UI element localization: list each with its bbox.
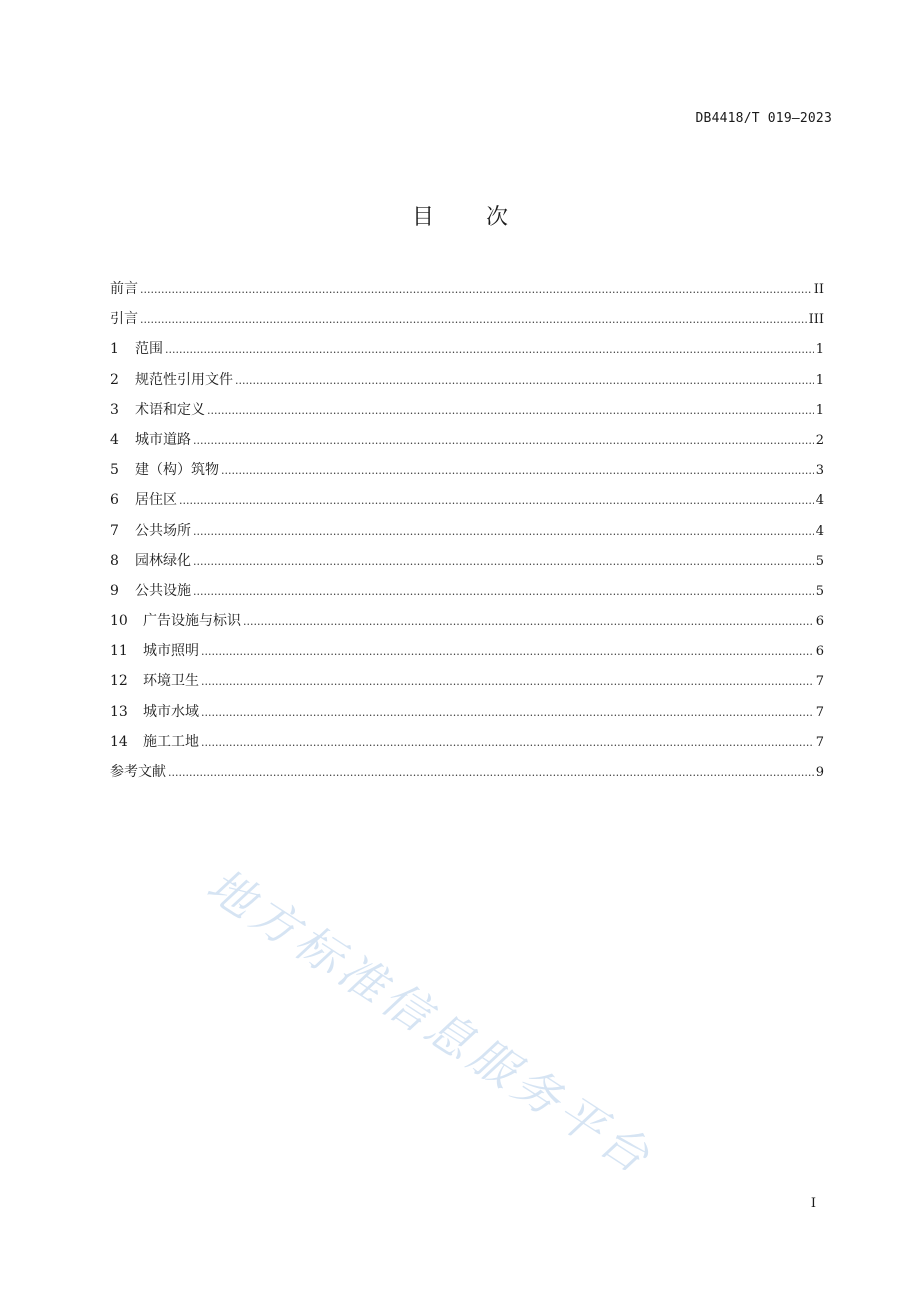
toc-leader-dots	[165, 338, 814, 362]
toc-entry-label: 城市道路	[135, 431, 191, 448]
toc-entry-page: II	[813, 282, 824, 297]
toc-entry-label: 城市照明	[143, 643, 199, 660]
toc-entry[interactable]	[110, 639, 824, 669]
title-char-2: 次	[486, 205, 509, 230]
toc-entry-label: 城市水域	[143, 703, 199, 720]
toc-entry[interactable]	[110, 458, 824, 488]
toc-entry-label: 公共设施	[135, 582, 191, 599]
toc-entry-number: 7	[110, 522, 119, 539]
toc-entry[interactable]	[110, 579, 824, 609]
toc-entry-page: 1	[815, 372, 824, 388]
toc-entry[interactable]	[110, 669, 824, 699]
toc-leader-dots	[179, 489, 814, 513]
toc-entry-number: 12	[110, 673, 128, 690]
page-title	[0, 200, 920, 231]
toc-entry-number: 1	[110, 341, 119, 358]
toc-entry-label: 广告设施与标识	[143, 613, 241, 630]
toc-entry-page: 2	[815, 432, 824, 448]
toc-entry-page: 6	[815, 614, 824, 630]
toc-entry-number: 5	[110, 462, 119, 479]
toc-leader-dots	[221, 459, 814, 483]
toc-entry-page: III	[808, 312, 824, 328]
toc-entry-page: 5	[815, 553, 824, 569]
toc-entry-page: 5	[815, 583, 824, 599]
toc-entry[interactable]	[110, 398, 824, 428]
toc-entry-page: 7	[815, 704, 824, 720]
toc-leader-dots	[140, 308, 807, 332]
toc-entry[interactable]	[110, 368, 824, 398]
toc-leader-dots	[207, 399, 814, 423]
toc-entry-page: 1	[815, 342, 824, 358]
toc-leader-dots	[201, 640, 814, 664]
toc-entry-number: 4	[110, 431, 119, 448]
toc-entry[interactable]	[110, 519, 824, 549]
page-number: I	[810, 1196, 816, 1211]
toc-entry-page: 4	[815, 523, 824, 539]
table-of-contents	[110, 277, 824, 790]
toc-leader-dots	[168, 761, 814, 785]
toc-entry-number: 10	[110, 613, 128, 630]
toc-entry[interactable]	[110, 609, 824, 639]
toc-leader-dots	[193, 550, 814, 574]
toc-entry-page: 1	[815, 402, 824, 418]
toc-entry-number: 9	[110, 582, 119, 599]
toc-entry[interactable]	[110, 307, 824, 337]
toc-entry-page: 7	[815, 674, 824, 690]
document-code: DB4418/T 019—2023	[695, 111, 832, 126]
toc-entry-label: 术语和定义	[135, 401, 205, 418]
toc-entry-page: 6	[815, 644, 824, 660]
toc-entry-label: 园林绿化	[135, 552, 191, 569]
toc-leader-dots	[243, 610, 814, 634]
toc-entry[interactable]	[110, 549, 824, 579]
toc-entry-label: 范围	[135, 341, 163, 358]
toc-entry-number: 6	[110, 492, 119, 509]
toc-entry-label: 环境卫生	[143, 673, 199, 690]
toc-leader-dots	[193, 429, 814, 453]
toc-leader-dots	[193, 520, 814, 544]
toc-entry-number: 3	[110, 401, 119, 418]
toc-entry-label: 规范性引用文件	[135, 371, 233, 388]
toc-entry-number: 11	[110, 643, 128, 660]
toc-leader-dots	[193, 580, 814, 604]
toc-entry-label: 公共场所	[135, 522, 191, 539]
toc-leader-dots	[201, 731, 814, 755]
toc-leader-dots	[201, 701, 814, 725]
toc-entry[interactable]	[110, 730, 824, 760]
toc-entry[interactable]	[110, 428, 824, 458]
toc-leader-dots	[140, 278, 812, 302]
toc-entry-label: 参考文献	[110, 764, 166, 780]
title-char-1: 目	[411, 205, 434, 230]
toc-entry[interactable]	[110, 277, 824, 307]
toc-entry[interactable]	[110, 337, 824, 367]
toc-leader-dots	[201, 670, 814, 694]
toc-entry-number: 8	[110, 552, 119, 569]
toc-entry-number: 13	[110, 703, 128, 720]
watermark: 地方标准信息服务平台	[197, 857, 664, 1187]
toc-entry-page: 3	[815, 463, 824, 479]
toc-entry-page: 7	[815, 734, 824, 750]
toc-entry-label: 建（构）筑物	[135, 462, 219, 479]
toc-entry-label: 前言	[110, 281, 138, 297]
toc-entry-number: 2	[110, 371, 119, 388]
toc-entry[interactable]	[110, 760, 824, 790]
toc-entry-page: 4	[815, 493, 824, 509]
toc-leader-dots	[235, 369, 814, 393]
toc-entry-label: 施工工地	[143, 733, 199, 750]
toc-entry[interactable]	[110, 700, 824, 730]
toc-entry-page: 9	[815, 765, 824, 780]
toc-entry-number: 14	[110, 733, 128, 750]
toc-entry-label: 居住区	[135, 492, 177, 509]
toc-entry[interactable]	[110, 488, 824, 518]
toc-entry-label: 引言	[110, 311, 138, 328]
